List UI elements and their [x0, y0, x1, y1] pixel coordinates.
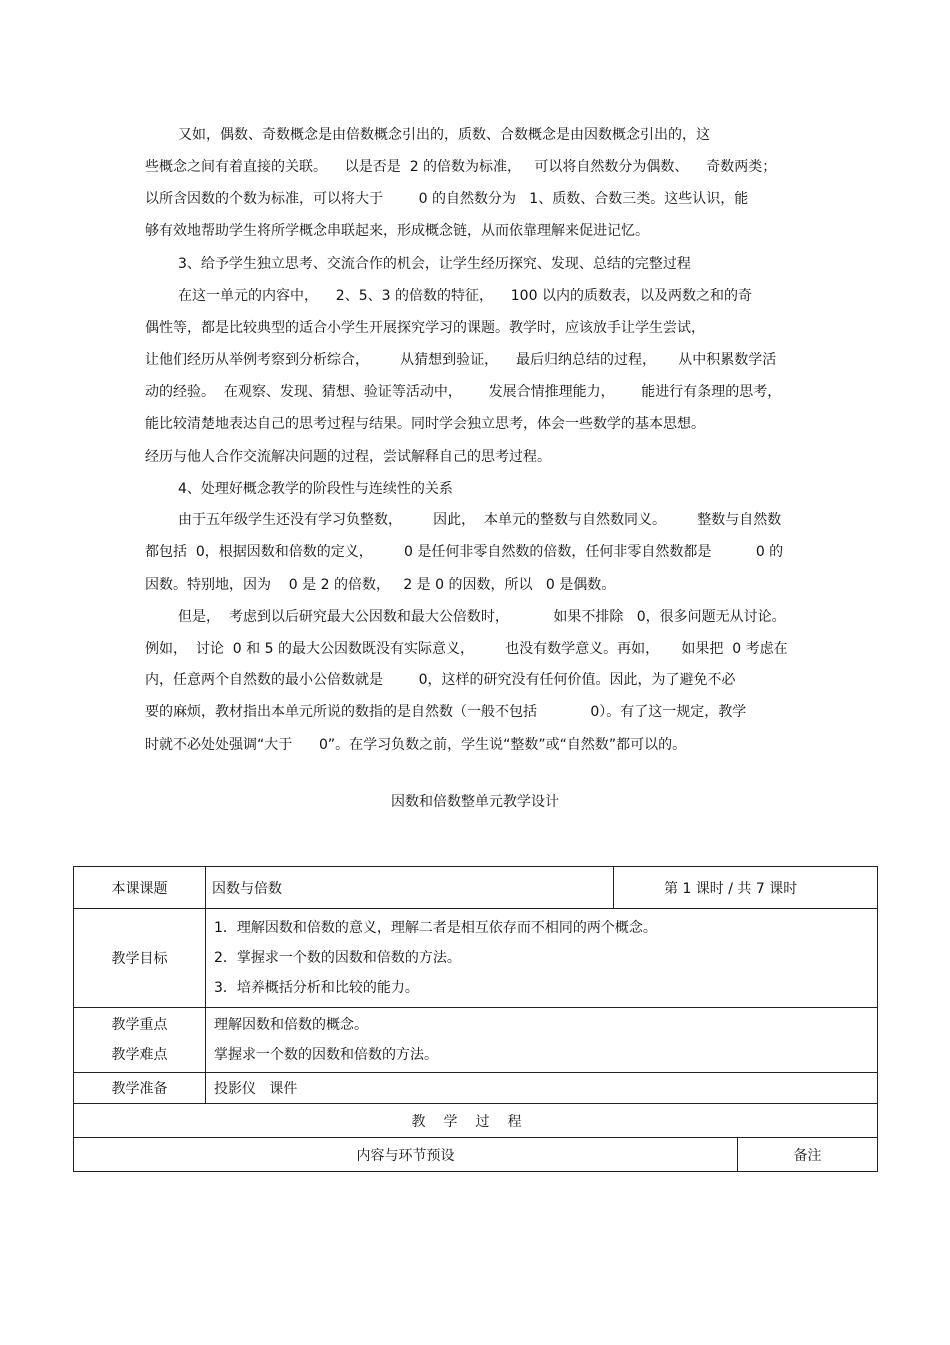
- text-line: 能比较清楚地表达自己的思考过程与结果。同时学会独立思考，体会一些数学的基本思想。: [145, 416, 705, 432]
- key-difficulty-values: [206, 1008, 878, 1073]
- text-line: 经历与他人合作交流解决问题的过程，尝试解释自己的思考过程。: [145, 449, 551, 465]
- topic-value: 因数与倍数: [206, 867, 614, 909]
- topic-row: [74, 867, 878, 909]
- content-header-row: [74, 1138, 878, 1172]
- text-line: 要的麻烦，教材指出本单元所说的数指的是自然数（一般不包括 0）。有了这一规定，教学: [145, 704, 747, 720]
- goal-item: 2．掌握求一个数的因数和倍数的方法。: [214, 950, 461, 966]
- document-title: 因数和倍数整单元教学设计: [391, 794, 559, 810]
- section-heading: 3、给予学生独立思考、交流合作的机会，让学生经历探究、发现、总结的完整过程: [178, 256, 691, 272]
- text-line: 由于五年级学生还没有学习负整数， 因此， 本单元的整数与自然数同义。 整数与自然数: [178, 512, 782, 528]
- section-heading: 4、处理好概念教学的阶段性与连续性的关系: [178, 481, 453, 497]
- process-header: [74, 1104, 878, 1138]
- text-line: 以所含因数的个数为标准，可以将大于 0 的自然数分为 1、质数、合数三类。这些认识，能: [145, 191, 749, 207]
- text-line: 例如， 讨论 0 和 5 的最大公因数既没有实际意义， 也没有数学意义。再如， 如果把 0 考虑在: [145, 641, 788, 657]
- process-row: [74, 1104, 878, 1138]
- goals-row: [74, 909, 878, 1008]
- prep-label: 教学准备: [74, 1073, 206, 1104]
- content-label: 内容与环节预设: [74, 1138, 738, 1172]
- text-line: 因数。特别地，因为 0 是 2 的倍数， 2 是 0 的因数，所以 0 是偶数。: [145, 577, 616, 593]
- goals-label: 教学目标: [74, 909, 206, 1008]
- prep-value: 投影仪 课件: [206, 1073, 878, 1104]
- text-line: 在这一单元的内容中， 2、5、3 的倍数的特征， 100 以内的质数表，以及两数之和的奇: [178, 288, 752, 304]
- prep-row: [74, 1073, 878, 1104]
- text-line: 够有效地帮助学生将所学概念串联起来，形成概念链，从而依靠理解来促进记忆。: [145, 223, 649, 239]
- goal-item: 3．培养概括分析和比较的能力。: [214, 980, 419, 996]
- process-label: 教学过程: [411, 1113, 540, 1130]
- goal-item: 1．理解因数和倍数的意义，理解二者是相互依存而不相同的两个概念。: [214, 920, 657, 936]
- key-difficulty-labels: [74, 1008, 206, 1073]
- text-line: 都包括 0，根据因数和倍数的定义， 0 是任何非零自然数的倍数，任何非零自然数都是 0 的: [145, 544, 784, 560]
- goals-list: [206, 909, 878, 1008]
- notes-label: 备注: [738, 1138, 878, 1172]
- key-label: 教学重点: [111, 1017, 168, 1033]
- text-line: 时就不必处处强调“大于 0”。在学习负数之前，学生说“整数”或“自然数”都可以的。: [145, 737, 687, 753]
- text-line: 些概念之间有着直接的关联。 以是否是 2 的倍数为标准， 可以将自然数分为偶数、 奇数两类；: [145, 159, 777, 175]
- difficulty-label: 教学难点: [111, 1047, 168, 1063]
- text-line: 偶性等，都是比较典型的适合小学生开展探究学习的课题。教学时，应该放手让学生尝试，: [145, 320, 705, 336]
- key-difficulty-row: [74, 1008, 878, 1073]
- difficulty-value: 掌握求一个数的因数和倍数的方法。: [214, 1047, 438, 1063]
- text-line: 但是， 考虑到以后研究最大公因数和最大公倍数时， 如果不排除 0，很多问题无从讨论。: [178, 609, 786, 625]
- text-line: 让他们经历从举例考察到分析综合， 从猜想到验证， 最后归纳总结的过程， 从中积累数学活: [145, 352, 777, 368]
- lesson-plan-table: [73, 866, 878, 1172]
- topic-label: 本课课题: [74, 867, 206, 909]
- text-line: 又如，偶数、奇数概念是由倍数概念引出的，质数、合数概念是由因数概念引出的，这: [178, 127, 710, 143]
- hours-value: 第 1 课时 / 共 7 课时: [614, 867, 878, 909]
- text-line: 动的经验。 在观察、发现、猜想、验证等活动中， 发展合情推理能力， 能进行有条理的思考，: [145, 384, 782, 400]
- text-line: 内，任意两个自然数的最小公倍数就是 0，这样的研究没有任何价值。因此，为了避免不必: [145, 672, 736, 688]
- key-value: 理解因数和倍数的概念。: [214, 1017, 368, 1033]
